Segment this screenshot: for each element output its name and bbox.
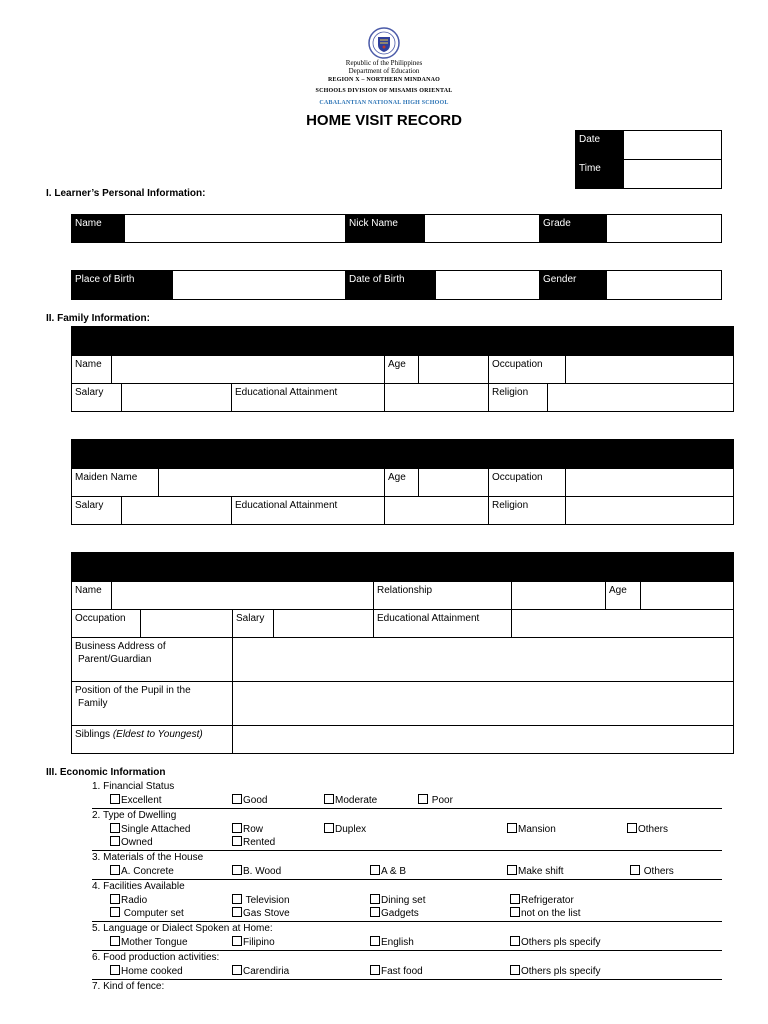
q6-option-carendiria[interactable]: Carendiria xyxy=(232,965,289,977)
guardian-header-bar xyxy=(72,553,734,582)
q3-option-wood[interactable]: B. Wood xyxy=(232,865,281,877)
father-header-bar xyxy=(72,327,734,356)
guardian-educ-label: Educational Attainment xyxy=(374,610,512,638)
siblings-label: Siblings (Eldest to Youngest) xyxy=(72,726,233,754)
father-educ-field[interactable] xyxy=(385,384,489,412)
q4-option-refrigerator[interactable]: Refrigerator xyxy=(510,894,574,906)
father-educ-label: Educational Attainment xyxy=(232,384,385,412)
date-label: Date xyxy=(576,131,624,160)
father-salary-label: Salary xyxy=(72,384,122,412)
mother-salary-field[interactable] xyxy=(122,497,232,525)
mother-header-bar xyxy=(72,440,734,469)
q3-option-make-shift[interactable]: Make shift xyxy=(507,865,564,877)
date-time-table xyxy=(575,130,722,189)
business-address-label: Business Address of Parent/Guardian xyxy=(72,638,233,682)
mother-info-table xyxy=(71,439,734,525)
mother-religion-field[interactable] xyxy=(566,497,734,525)
q3-option-others[interactable]: Others xyxy=(630,865,674,877)
guardian-age-field[interactable] xyxy=(641,582,734,610)
section-family-info-heading: II. Family Information: xyxy=(46,313,150,324)
father-name-field[interactable] xyxy=(112,356,385,384)
q1-option-moderate[interactable]: Moderate xyxy=(324,794,377,806)
father-age-label: Age xyxy=(385,356,419,384)
q3-label: 3. Materials of the House xyxy=(92,852,204,863)
guardian-educ-field[interactable] xyxy=(512,610,734,638)
guardian-name-field[interactable] xyxy=(112,582,374,610)
q6-option-home-cooked[interactable]: Home cooked xyxy=(110,965,183,977)
siblings-field[interactable] xyxy=(233,726,734,754)
mother-age-field[interactable] xyxy=(419,469,489,497)
nickname-field[interactable] xyxy=(425,215,540,243)
gender-label: Gender xyxy=(540,271,607,300)
q2-option-single-attached[interactable]: Single Attached xyxy=(110,823,191,835)
mother-occupation-label: Occupation xyxy=(489,469,566,497)
father-occupation-field[interactable] xyxy=(566,356,734,384)
q6-label: 6. Food production activities: xyxy=(92,952,220,963)
q2-option-row[interactable]: Row xyxy=(232,823,263,835)
name-field[interactable] xyxy=(125,215,346,243)
q6-option-fast-food[interactable]: Fast food xyxy=(370,965,423,977)
mother-educ-label: Educational Attainment xyxy=(232,497,385,525)
personal-info-row1 xyxy=(71,214,722,243)
q5-option-others[interactable]: Others pls specify xyxy=(510,936,600,948)
mother-religion-label: Religion xyxy=(489,497,566,525)
q2-label: 2. Type of Dwelling xyxy=(92,810,177,821)
q2-option-others[interactable]: Others xyxy=(627,823,668,835)
section-economic-info-heading: III. Economic Information xyxy=(46,767,166,778)
header-region: REGION X – NORTHERN MINDANAO xyxy=(327,77,441,83)
section-personal-info-heading: I. Learner’s Personal Information: xyxy=(46,188,206,199)
date-of-birth-field[interactable] xyxy=(436,271,540,300)
personal-info-row2 xyxy=(71,270,722,300)
place-of-birth-field[interactable] xyxy=(173,271,346,300)
q4-option-television[interactable]: Television xyxy=(232,894,290,906)
pupil-position-label: Position of the Pupil in the Family xyxy=(72,682,233,726)
q1-option-excellent[interactable]: Excellent xyxy=(110,794,162,806)
father-religion-label: Religion xyxy=(489,384,548,412)
q2-option-owned[interactable]: Owned xyxy=(110,836,153,848)
q5-option-mother-tongue[interactable]: Mother Tongue xyxy=(110,936,188,948)
guardian-relationship-label: Relationship xyxy=(374,582,512,610)
guardian-info-table xyxy=(71,552,734,754)
header-division: SCHOOLS DIVISION OF MISAMIS ORIENTAL xyxy=(315,88,453,94)
grade-label: Grade xyxy=(540,215,607,243)
guardian-relationship-field[interactable] xyxy=(512,582,606,610)
gender-field[interactable] xyxy=(607,271,722,300)
q6-option-others[interactable]: Others pls specify xyxy=(510,965,600,977)
q4-option-computer-set[interactable]: Computer set xyxy=(110,907,184,919)
father-salary-field[interactable] xyxy=(122,384,232,412)
q1-option-poor[interactable]: Poor xyxy=(418,794,453,806)
mother-educ-field[interactable] xyxy=(385,497,489,525)
q4-option-gadgets[interactable]: Gadgets xyxy=(370,907,419,919)
q4-option-gas-stove[interactable]: Gas Stove xyxy=(232,907,290,919)
q5-option-filipino[interactable]: Filipino xyxy=(232,936,275,948)
guardian-age-label: Age xyxy=(606,582,641,610)
q1-option-good[interactable]: Good xyxy=(232,794,267,806)
divider xyxy=(92,979,722,980)
father-religion-field[interactable] xyxy=(548,384,734,412)
date-of-birth-label: Date of Birth xyxy=(346,271,436,300)
mother-occupation-field[interactable] xyxy=(566,469,734,497)
page-title: HOME VISIT RECORD xyxy=(306,112,462,129)
divider xyxy=(92,879,722,880)
q7-label: 7. Kind of fence: xyxy=(92,981,165,992)
grade-field[interactable] xyxy=(607,215,722,243)
name-label: Name xyxy=(72,215,125,243)
header-republic: Republic of the Philippines xyxy=(345,59,423,67)
guardian-occupation-label: Occupation xyxy=(72,610,141,638)
guardian-salary-label: Salary xyxy=(233,610,274,638)
q2-option-duplex[interactable]: Duplex xyxy=(324,823,366,835)
date-field[interactable] xyxy=(624,131,722,160)
q4-option-dining-set[interactable]: Dining set xyxy=(370,894,425,906)
mother-salary-label: Salary xyxy=(72,497,122,525)
pupil-position-field[interactable] xyxy=(233,682,734,726)
time-field[interactable] xyxy=(624,160,722,189)
q4-label: 4. Facilities Available xyxy=(92,881,185,892)
q5-option-english[interactable]: English xyxy=(370,936,414,948)
guardian-salary-field[interactable] xyxy=(274,610,374,638)
father-info-table xyxy=(71,326,734,412)
q4-option-not-on-list[interactable]: not on the list xyxy=(510,907,580,919)
q3-option-concrete[interactable]: A. Concrete xyxy=(110,865,174,877)
nickname-label: Nick Name xyxy=(346,215,425,243)
q2-option-rented[interactable]: Rented xyxy=(232,836,275,848)
mother-maiden-name-label: Maiden Name xyxy=(72,469,159,497)
q5-label: 5. Language or Dialect Spoken at Home: xyxy=(92,923,273,934)
deped-seal-logo xyxy=(368,27,400,59)
q2-option-mansion[interactable]: Mansion xyxy=(507,823,556,835)
guardian-occupation-field[interactable] xyxy=(141,610,233,638)
father-name-label: Name xyxy=(72,356,112,384)
place-of-birth-label: Place of Birth xyxy=(72,271,173,300)
q4-option-radio[interactable]: Radio xyxy=(110,894,147,906)
mother-maiden-name-field[interactable] xyxy=(159,469,385,497)
q1-label: 1. Financial Status xyxy=(92,781,175,792)
q3-option-a-and-b[interactable]: A & B xyxy=(370,865,406,877)
business-address-field[interactable] xyxy=(233,638,734,682)
father-age-field[interactable] xyxy=(419,356,489,384)
header-department: Department of Education xyxy=(348,67,420,75)
time-label: Time xyxy=(576,160,624,189)
father-occupation-label: Occupation xyxy=(489,356,566,384)
mother-age-label: Age xyxy=(385,469,419,497)
guardian-name-label: Name xyxy=(72,582,112,610)
divider xyxy=(92,808,722,809)
header-school: CABALANTIAN NATIONAL HIGH SCHOOL xyxy=(319,100,449,106)
